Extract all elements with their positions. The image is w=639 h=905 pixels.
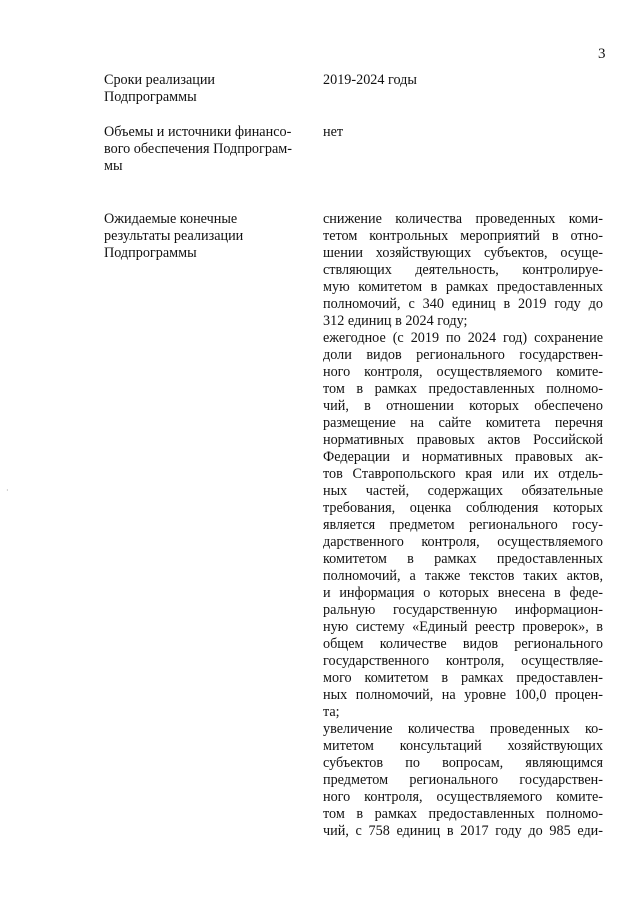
value-line: комитетом в рамках предоставленных	[323, 551, 603, 567]
value-line: митетом консультаций хозяйствующих	[323, 738, 603, 754]
label-line: результаты реализации	[104, 228, 244, 244]
value-line: доли видов регионального государствен-	[323, 347, 603, 363]
value-line: шении хозяйствующих субъектов, осуще-	[323, 245, 603, 261]
value-line: 2019-2024 годы	[323, 72, 417, 88]
value-line: тетом контрольных мероприятий в отно-	[323, 228, 603, 244]
value-line: субъектов по вопросам, являющимся	[323, 755, 603, 771]
value-line: полномочий, с 340 единиц в 2019 году до	[323, 296, 603, 312]
row-value	[323, 72, 603, 89]
label-line: Объемы и источники финансо-	[104, 124, 292, 140]
value-line: 312 единиц в 2024 году;	[323, 313, 468, 329]
value-line: чий, в отношении которых обеспечено	[323, 398, 603, 414]
value-line: является предметом регионального госу-	[323, 517, 603, 533]
label-line: вого обеспечения Подпрограм-	[104, 141, 292, 157]
value-line: мого комитетом в рамках предоставлен-	[323, 670, 603, 686]
value-line: ную систему «Единый реестр проверок», в	[323, 619, 603, 635]
value-line: ного контроля, осуществляемого комите-	[323, 789, 603, 805]
row-value	[323, 124, 603, 141]
row-label	[104, 211, 304, 262]
value-line: том в рамках предоставленных полномо-	[323, 381, 603, 397]
row-value	[323, 211, 603, 840]
value-line: дарственного контроля, осуществляемого	[323, 534, 603, 550]
row-label	[104, 124, 304, 175]
value-line: размещение на сайте комитета перечня	[323, 415, 603, 431]
value-line: полномочий, а также текстов таких актов,	[323, 568, 603, 584]
value-line: требования, оценка соблюдения которых	[323, 500, 603, 516]
value-line: том в рамках предоставленных полномо-	[323, 806, 603, 822]
value-line: ежегодное (с 2019 по 2024 год) сохранение	[323, 330, 603, 346]
row-label	[104, 72, 304, 106]
label-line: Сроки реализации	[104, 72, 216, 88]
label-line: Подпрограммы	[104, 89, 197, 105]
value-line: снижение количества проведенных коми-	[323, 211, 603, 227]
value-line: чий, с 758 единиц в 2017 году до 985 еди-	[323, 823, 603, 839]
value-line: Федерации и нормативных правовых ак-	[323, 449, 603, 465]
label-line: мы	[104, 158, 123, 174]
value-line: та;	[323, 704, 340, 720]
label-line: Подпрограммы	[104, 245, 197, 261]
value-line: мую комитетом в рамках предоставленных	[323, 279, 603, 295]
value-line: ных частей, содержащих обязательные	[323, 483, 603, 499]
value-line: тов Ставропольского края или их отдель-	[323, 466, 603, 482]
value-line: ствляющих деятельность, контролируе-	[323, 262, 603, 278]
value-line: ного контроля, осуществляемого комите-	[323, 364, 603, 380]
value-line: общем количестве видов регионального	[323, 636, 603, 652]
value-line: увеличение количества проведенных ко-	[323, 721, 603, 737]
value-line: и информация о которых внесена в феде-	[323, 585, 603, 601]
value-line: нормативных правовых актов Российской	[323, 432, 603, 448]
label-line: Ожидаемые конечные	[104, 211, 238, 227]
stray-mark: ·	[6, 486, 9, 495]
page-number: 3	[598, 46, 606, 62]
value-line: ных полномочий, на уровне 100,0 процен-	[323, 687, 603, 703]
value-line: предметом регионального государствен-	[323, 772, 603, 788]
value-line: ральную государственную информацион-	[323, 602, 603, 618]
value-line: нет	[323, 124, 344, 140]
value-line: государственного контроля, осуществляе-	[323, 653, 603, 669]
